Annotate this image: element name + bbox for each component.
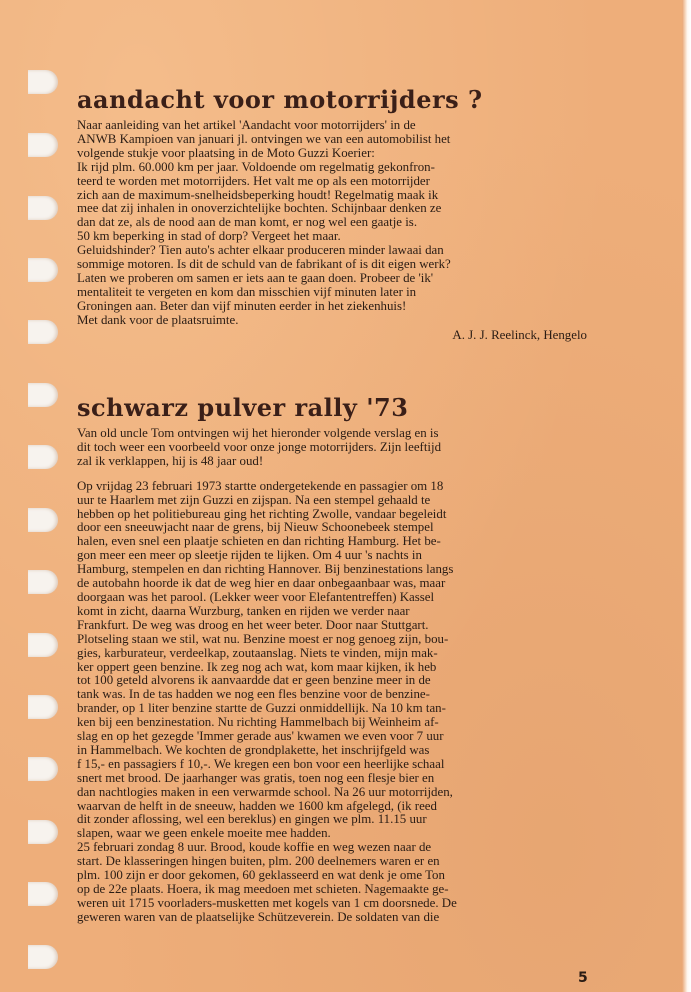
article-rally xyxy=(77,394,587,925)
binder-hole xyxy=(28,320,58,344)
article-signature: A. J. J. Reelinck, Hengelo xyxy=(452,327,587,342)
binder-hole xyxy=(28,570,58,594)
binder-hole xyxy=(28,757,58,781)
page-number: 5 xyxy=(578,970,588,986)
binder-hole xyxy=(28,820,58,844)
article-body: Naar aanleiding van het artikel 'Aandacht voor motorrijders' in de ANWB Kampioen van januari jl. ontvingen we van een automobilist het volgende stukje voor plaatsing in de Moto Guzzi Koerier: Ik rijd plm. 60.000 km per jaar. Voldoende om regelmatig gekonfron- teerd te worden met motorrijders. Het valt me op als een motorrijder zich aan de maximum-snelheidsbeperking houdt! Regelmatig maak ik mee dat zij inhalen in onoverzichtelijke bochten. Schijnbaar denken ze dan dat ze, als de nood aan de man komt, er nog wel een gaatje is. 50 km beperking in stad of dorp? Vergeet het maar. Geluidshinder? Tien auto's achter elkaar produceren minder lawaai dan sommige motoren. Is dit de schuld van de fabrikant of is dit eigen werk? Laten we proberen om samen er iets aan te gaan doen. Probeer de 'ik' mentaliteit te vergeten en kom dan misschien vijf minuten later in Groningen aan. Beter dan vijf minuten eerder in het ziekenhuis! Met dank voor de plaatsruimte. xyxy=(77,118,451,327)
binder-hole xyxy=(28,695,58,719)
binder-hole xyxy=(28,882,58,906)
binder-hole xyxy=(28,383,58,407)
article-title: aandacht voor motorrijders ? xyxy=(77,85,483,114)
binder-hole xyxy=(28,70,58,94)
article-title: schwarz pulver rally '73 xyxy=(77,393,409,422)
binder-hole xyxy=(28,508,58,532)
binder-hole xyxy=(28,945,58,969)
article-body: Op vrijdag 23 februari 1973 startte ondergetekende en passagier om 18 uur te Haarlem met zijn Guzzi en zijspan. Na een stempel gehaald te hebben op het politiebureau ging het richting Zwolle, vandaar begeleidt door een sneeuwjacht naar de grens, bij Nieuw Schoonebeek stempel halen, even snel een plaatje schieten en dan richting Hamburg. Het be- gon meer een meer op sleetje rijden te lijken. Om 4 uur 's nachts in Hamburg, stempelen en dan richting Hannover. Bij benzinestations langs de autobahn hoorde ik dat de weg hier en daar onbegaanbaar was, maar doorgaan was het parool. (Lekker weer voor Elefantentreffen) Kassel komt in zicht, daarna Wurzburg, tanken en rijden we verder naar Frankfurt. De weg was droog en het weer beter. Door naar Stuttgart. Plotseling staan we stil, wat nu. Benzine moest er nog genoeg zijn, bou- gies, karburateur, verdeelkap, zoutaanslag. Niets te vinden, mijn mak- ker oppert geen benzine. Ik zeg nog ach wat, kom maar kijken, ik heb tot 100 geteld alvorens ik aanvaardde dat er geen benzine meer in de tank was. In de tas hadden we nog een fles benzine voor de benzine- brander, op 1 liter benzine startte de Guzzi onmiddellijk. Na 10 km tan- ken bij een benzinestation. Nu richting Hammelbach bij Weinheim af- slag en op het gezegde 'Immer gerade aus' kwamen we even voor 7 uur in Hammelbach. We kochten de grondplakette, het inschrijfgeld was f 15,- en passagiers f 10,-. We kregen een bon voor een heerlijke schaal snert met brood. De jaarhanger was gratis, toen nog een flesje bier en dan nachtlogies maken in een verwarmde school. Na 26 uur motorrijden, waarvan de helft in de sneeuw, hadden we 1600 km afgelegd, (ik reed dit zonder aflossing, wel een bereklus) en gingen we plm. 11.15 uur slapen, waar we geen enkele moeite mee hadden. 25 februari zondag 8 uur. Brood, koude koffie en weg wezen naar de start. De klasseringen hingen buiten, plm. 200 deelnemers waren er en plm. 100 zijn er door gekomen, 60 geklasseerd en wat denk je ome Ton op de 22e plaats. Hoera, ik mag meedoen met schieten. Nagemaakte ge- weren uit 1715 voorladers-musketten met kogels van 1 cm doorsnede. De geweren waren van de plaatselijke Schützeverein. De soldaten van die xyxy=(77,478,457,924)
binder-hole xyxy=(28,445,58,469)
binder-hole xyxy=(28,133,58,157)
binder-hole xyxy=(28,196,58,220)
article-aandacht xyxy=(77,86,587,342)
article-intro: Van old uncle Tom ontvingen wij het hieronder volgende verslag en is dit toch weer een voorbeeld voor onze jonge motorrijders. Zijn leeftijd zal ik verklappen, hij is 48 jaar oud! xyxy=(77,426,442,468)
binder-hole xyxy=(28,258,58,282)
binder-hole xyxy=(28,633,58,657)
page-edge xyxy=(682,0,691,992)
